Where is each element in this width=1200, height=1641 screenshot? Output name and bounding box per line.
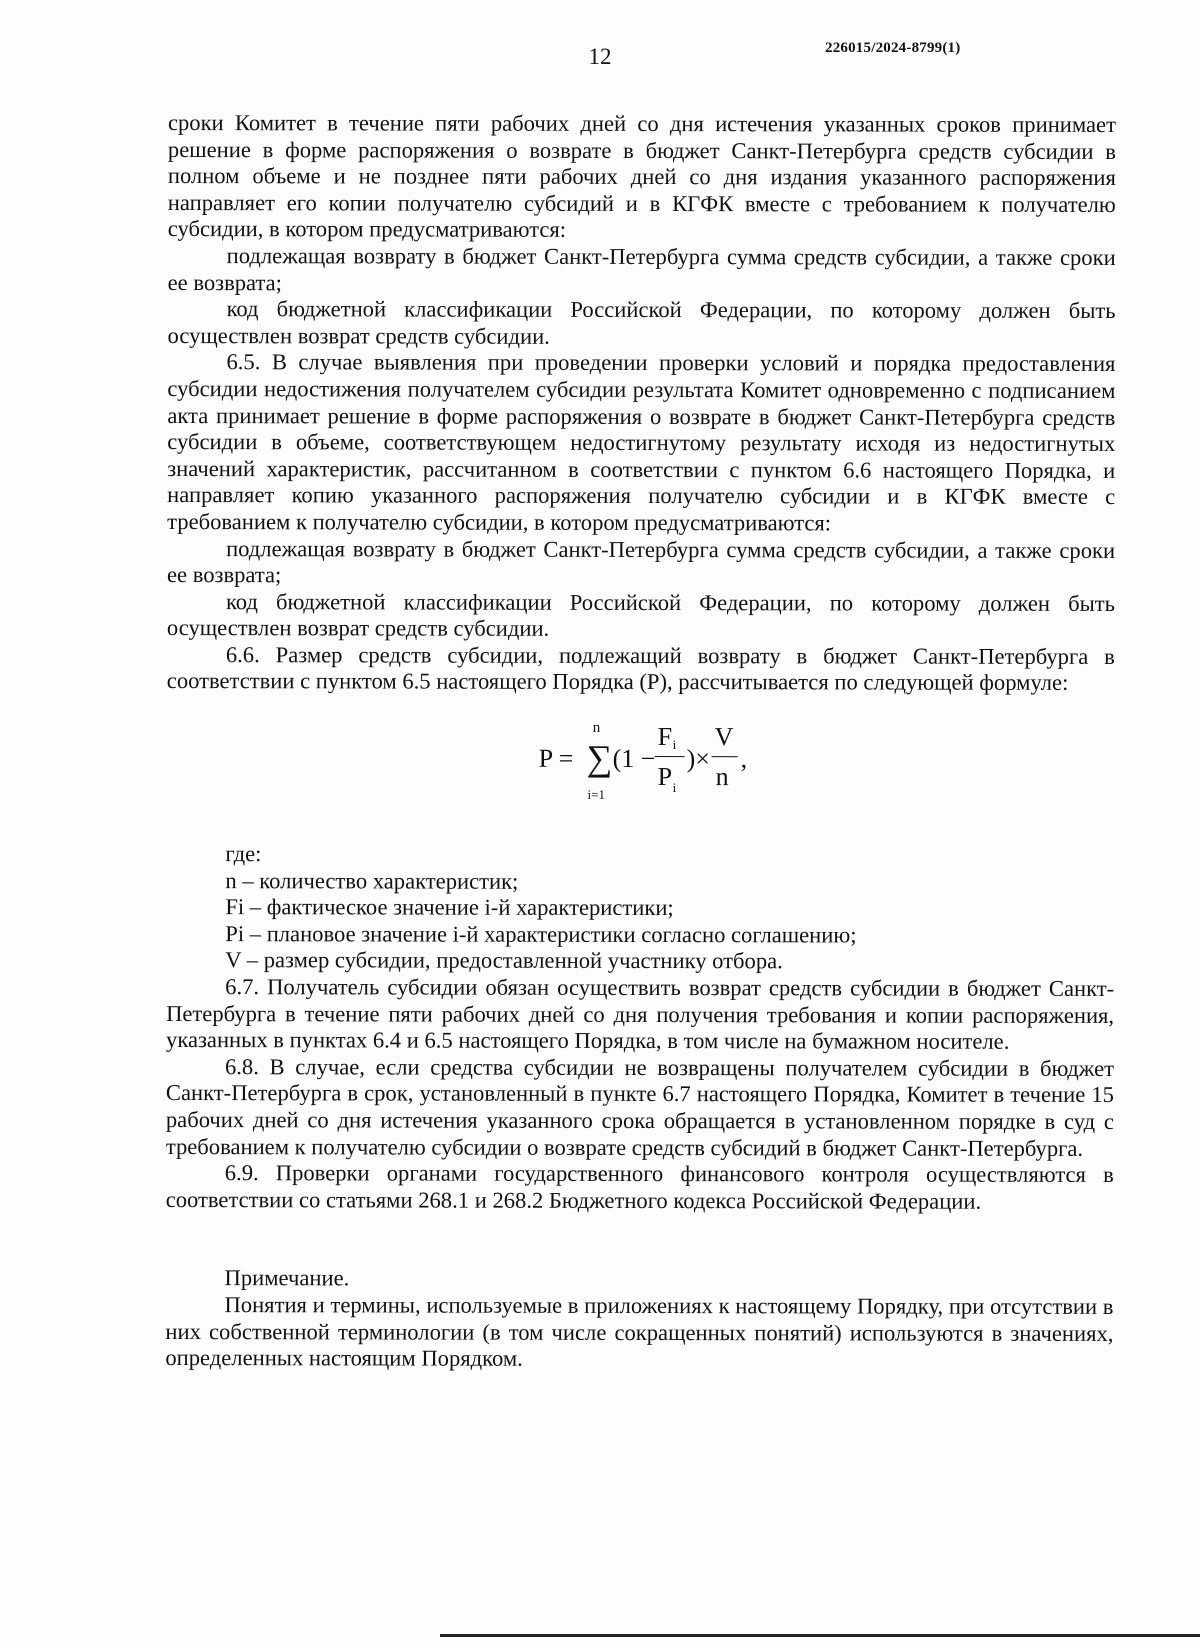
formula-fraction-numerator: F [657, 722, 673, 752]
section-spacer [166, 1213, 1114, 1267]
paragraph-refund-amount-2: подлежащая возврату в бюджет Санкт-Петербурга сумма средств субсидии, а также сроки ее возврата; [167, 535, 1116, 588]
formula-fraction-denominator-sub: i [672, 780, 677, 796]
paragraph-budget-code-2: код бюджетной классификации Российской Федерации, по которому должен быть осуществлен возврат средств субсидии. [166, 588, 1115, 642]
formula-fraction-denominator: P [657, 762, 673, 792]
note-text: Понятия и термины, используемые в приложениях к настоящему Порядку, при отсутствии в них собственной терминологии (в том числе сокращенных понятий) используются в значениях, определенных настоящим Порядком. [165, 1292, 1114, 1371]
paragraph-6-6: 6.6. Размер средств субсидии, подлежащий возврату в бюджет Санкт-Петербурга в соответствии с пунктом 6.5 настоящего Порядка (Р), рассчитывается по следующей формуле: [166, 641, 1115, 696]
document-body [165, 110, 1116, 1374]
paragraph-6-7: 6.7. Получатель субсидии обязан осуществить возврат средств субсидии в бюджет Санкт-Петербурга в течение пяти рабочих дней со дня получения требования и копии распоряжения, указанных в пунктах 6.4 и 6.5 настоящего Порядка, в том числе на бумажном носителе. [166, 974, 1115, 1054]
formula-fraction2-numerator: V [714, 722, 734, 752]
definition-v: V – размер субсидии, предоставленной участнику отбора. [225, 947, 783, 974]
refund-formula [167, 707, 1115, 819]
paragraph-refund-amount: подлежащая возврату в бюджет Санкт-Петербурга сумма средств субсидии, а также сроки ее возврата; [167, 243, 1116, 295]
formula-sum-upper: n [592, 719, 601, 736]
page-number: 12 [588, 44, 612, 69]
formula-sum-lower: i=1 [587, 786, 606, 802]
paragraph-budget-code: код бюджетной классификации Российской Федерации, по которому должен быть осуществлен возврат средств субсидии. [167, 296, 1116, 349]
definition-n: n – количество характеристик; [225, 867, 519, 894]
document-registration-number: 226015/2024-8799(1) [825, 40, 961, 56]
paragraph-6-5: 6.5. В случае выявления при проведении проверки условий и порядка предоставления субсидии недостижения получателем субсидии результата Комитет одновременно с подписанием акта принимает решение в форме распоряжения о возврате в бюджет Санкт-Петербурга средств субсидии в объеме, соответствующем недостигнутому результату исходя из недостигнутых значений характеристик, рассчитанном в соответствии с пунктом 6.6 настоящего Порядка, и направляет копию указанного распоряжения получателю субсидии и в КГФК вместе с требованием к получателю субсидии, в котором предусматриваются: [167, 349, 1116, 536]
formula-fraction-numerator-sub: i [672, 737, 677, 753]
formula-sum-sign: ∑ [586, 737, 613, 778]
formula-tail-comma: , [740, 744, 748, 774]
page-bottom-edge [440, 1634, 1200, 1637]
paragraph-6-9: 6.9. Проверки органами государственного финансового контроля осуществляются в соответствии со статьями 268.1 и 268.2 Бюджетного кодекса Российской Федерации. [165, 1160, 1114, 1214]
formula-close-times: )× [686, 744, 711, 774]
formula-open-paren: (1 − [612, 743, 656, 774]
formula-fraction-bar [655, 756, 685, 757]
formula-lhs: P = [538, 743, 574, 773]
paragraph-6-8: 6.8. В случае, если средства субсидии не возвращены получателем субсидии в бюджет Санкт-Петербурга в срок, установленный в пункте 6.7 настоящего Порядка, Комитет в течение 15 рабочих дней со дня истечения указанного срока обращается в установленном порядке в суд с требованием к получателю субсидии о возврате средств субсидий в бюджет Санкт-Петербурга. [165, 1053, 1115, 1161]
paragraph-continuation: сроки Комитет в течение пяти рабочих дней со дня истечения указанных сроков принимает решение в форме распоряжения о возврате в бюджет Санкт-Петербурга средств субсидии в полном объеме и не позднее пяти рабочих дней со дня издания указанного распоряжения направляет его копии получателю субсидий и в КГФК вместе с требованием к получателю субсидии, в котором предусматриваются: [167, 110, 1116, 243]
formula-fraction2-denominator: n [715, 762, 729, 792]
formula-fraction2-bar [712, 756, 738, 757]
definition-fi: Fi – фактическое значение i-й характеристики; [225, 894, 674, 921]
note-title: Примечание. [224, 1265, 350, 1291]
definition-pi: Pi – плановое значение i-й характеристики согласно соглашению; [225, 920, 857, 948]
definitions-intro: где: [225, 841, 262, 867]
